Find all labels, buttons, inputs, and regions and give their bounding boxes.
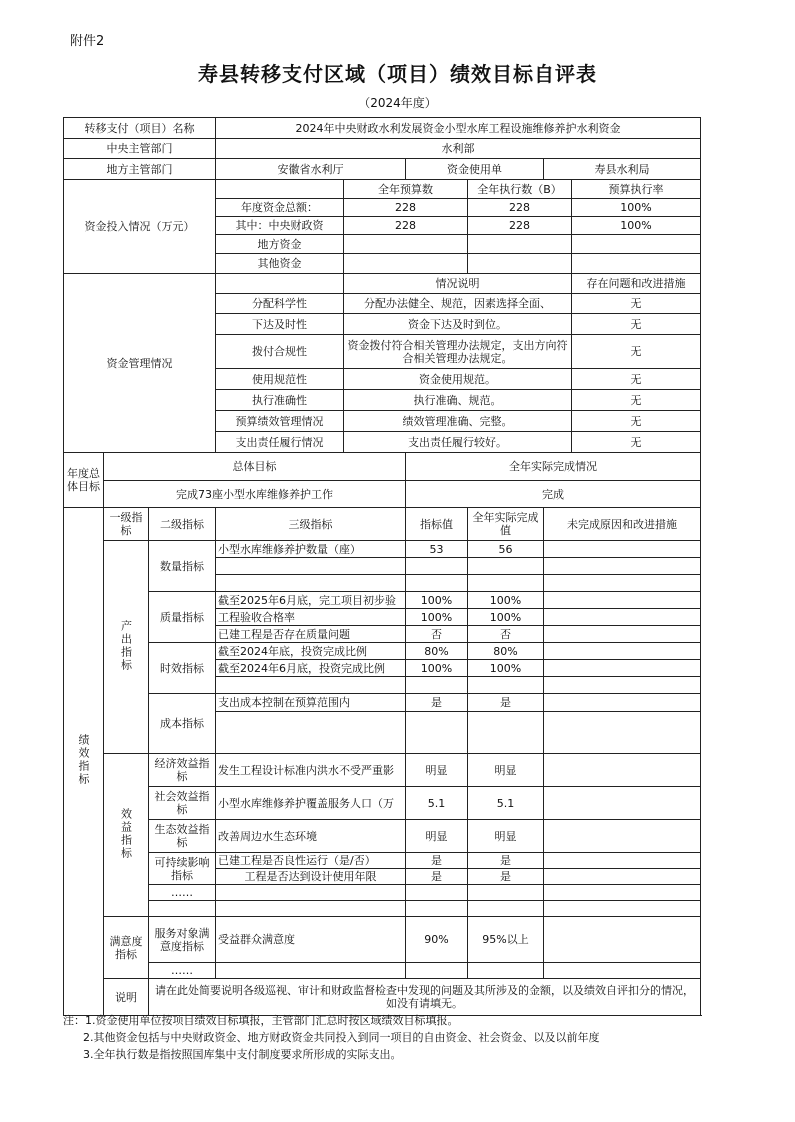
indicator-value: 否 — [406, 626, 468, 643]
report-year: （2024年度） — [358, 96, 437, 110]
indicator-value: 是 — [406, 869, 468, 885]
indicator-reason — [544, 575, 701, 592]
actual-header: 全年实际完成值 — [468, 508, 544, 541]
management-row-label: 执行准确性 — [216, 390, 344, 411]
funds-row-rate — [572, 235, 701, 254]
indicator-actual: 是 — [468, 853, 544, 869]
indicator-value: 80% — [406, 643, 468, 660]
indicator-value: 90% — [406, 917, 468, 963]
indicator-reason — [544, 712, 701, 754]
indicator-value: 100% — [406, 609, 468, 626]
self-evaluation-table — [63, 117, 701, 1016]
indicator-actual: 100% — [468, 660, 544, 677]
ellipsis-label: …… — [149, 885, 216, 901]
benefit-indicator-label: 效益指标 — [104, 754, 149, 917]
funds-row-budget — [344, 254, 468, 274]
quantity-indicator-label: 数量指标 — [149, 541, 216, 592]
indicator-value — [406, 677, 468, 694]
management-row-label: 支出责任履行情况 — [216, 432, 344, 453]
management-row-issue: 无 — [572, 432, 701, 453]
indicator-value — [406, 575, 468, 592]
overall-col-goal: 总体目标 — [104, 453, 406, 481]
indicator-name: 受益群众满意度 — [216, 917, 406, 963]
indicator-reason — [544, 917, 701, 963]
funds-row-exec — [468, 235, 572, 254]
page-title: 寿县转移支付区域（项目）绩效目标自评表 — [198, 62, 597, 86]
funds-col-budget: 全年预算数 — [344, 180, 468, 199]
footnotes — [63, 1012, 703, 1063]
management-col-desc: 情况说明 — [344, 274, 572, 294]
indicator-reason — [544, 541, 701, 558]
funds-col-rate: 预算执行率 — [572, 180, 701, 199]
management-row-issue: 无 — [572, 335, 701, 369]
social-indicator-label: 社会效益指标 — [149, 787, 216, 820]
local-dept-value: 安徽省水利厅 — [216, 159, 406, 180]
management-row-label: 下达及时性 — [216, 314, 344, 335]
indicator-reason — [544, 853, 701, 869]
indicator-name: 支出成本控制在预算范围内 — [216, 694, 406, 712]
attachment-label: 附件2 — [70, 34, 105, 49]
funds-row-label: 其中：中央财政资 — [216, 217, 344, 235]
indicator-actual — [468, 575, 544, 592]
indicator-name — [216, 575, 406, 592]
economic-indicator-label: 经济效益指标 — [149, 754, 216, 787]
management-row-issue: 无 — [572, 390, 701, 411]
ellipsis-label: …… — [149, 963, 216, 979]
management-row-issue: 无 — [572, 294, 701, 314]
timeliness-indicator-label: 时效指标 — [149, 643, 216, 694]
management-row-label: 预算绩效管理情况 — [216, 411, 344, 432]
indicator-value: 明显 — [406, 754, 468, 787]
funds-row-label: 地方资金 — [216, 235, 344, 254]
satisfaction-indicator-label: 满意度指标 — [104, 917, 149, 979]
cost-indicator-label: 成本指标 — [149, 694, 216, 754]
indicator-name: 小型水库维修养护覆盖服务人口（万 — [216, 787, 406, 820]
overall-goal-label: 年度总体目标 — [64, 453, 104, 508]
user-unit-value: 寿县水利局 — [544, 159, 701, 180]
management-row-desc: 资金使用规范。 — [344, 369, 572, 390]
funds-row-exec: 228 — [468, 199, 572, 217]
funds-row-label: 其他资金 — [216, 254, 344, 274]
indicator-actual: 明显 — [468, 820, 544, 853]
indicator-name — [216, 558, 406, 575]
indicator-actual: 5.1 — [468, 787, 544, 820]
funds-row-rate: 100% — [572, 217, 701, 235]
indicator-actual: 是 — [468, 694, 544, 712]
management-row-label: 分配科学性 — [216, 294, 344, 314]
indicator-name — [216, 677, 406, 694]
indicator-value: 53 — [406, 541, 468, 558]
indicator-name — [216, 712, 406, 754]
footnote: 注：1.资金使用单位按项目绩效目标填报，主管部门汇总时按区域绩效目标填报。 — [63, 1014, 459, 1027]
indicator-name: 已建工程是否存在质量问题 — [216, 626, 406, 643]
explain-label: 说明 — [104, 979, 149, 1016]
sustain-indicator-label: 可持续影响指标 — [149, 853, 216, 885]
service-satisfaction-label: 服务对象满意度指标 — [149, 917, 216, 963]
management-section-label: 资金管理情况 — [64, 274, 216, 453]
value-header: 指标值 — [406, 508, 468, 541]
indicator-reason — [544, 869, 701, 885]
management-row-desc: 绩效管理准确、完整。 — [344, 411, 572, 432]
management-row-desc: 资金下达及时到位。 — [344, 314, 572, 335]
management-row-issue: 无 — [572, 411, 701, 432]
indicator-value: 100% — [406, 660, 468, 677]
indicator-name: 工程是否达到设计使用年限 — [216, 869, 406, 885]
indicator-actual: 100% — [468, 592, 544, 609]
funds-row-exec — [468, 254, 572, 274]
central-dept-value: 水利部 — [216, 139, 701, 159]
indicator-value: 是 — [406, 853, 468, 869]
indicator-actual: 是 — [468, 869, 544, 885]
level3-header: 三级指标 — [216, 508, 406, 541]
indicator-reason — [544, 694, 701, 712]
indicator-reason — [544, 677, 701, 694]
overall-actual-value: 完成 — [406, 481, 701, 508]
level1-header: 一级指标 — [104, 508, 149, 541]
indicator-name: 小型水库维修养护数量（座） — [216, 541, 406, 558]
explain-text: 请在此处简要说明各级巡视、审计和财政监督检查中发现的问题及其所涉及的金额，以及绩效自评扣分的情况，如没有请填无。 — [149, 979, 701, 1016]
indicator-reason — [544, 558, 701, 575]
funds-row-label: 年度资金总额： — [216, 199, 344, 217]
indicator-value: 100% — [406, 592, 468, 609]
output-indicator-label: 产出指标 — [104, 541, 149, 754]
indicator-reason — [544, 626, 701, 643]
funds-row-rate — [572, 254, 701, 274]
funds-row-budget: 228 — [344, 199, 468, 217]
indicator-actual: 否 — [468, 626, 544, 643]
footnote: 2.其他资金包括与中央财政资金、地方财政资金共同投入到同一项目的自由资金、社会资金、以及以前年度 — [83, 1031, 600, 1044]
funds-col-exec: 全年执行数（B） — [468, 180, 572, 199]
management-row-issue: 无 — [572, 369, 701, 390]
indicator-actual: 80% — [468, 643, 544, 660]
indicator-actual: 56 — [468, 541, 544, 558]
indicator-reason — [544, 643, 701, 660]
management-col-issue: 存在问题和改进措施 — [572, 274, 701, 294]
reason-header: 未完成原因和改进措施 — [544, 508, 701, 541]
funds-row-budget: 228 — [344, 217, 468, 235]
indicator-reason — [544, 754, 701, 787]
indicator-reason — [544, 787, 701, 820]
overall-goal-value: 完成73座小型水库维修养护工作 — [104, 481, 406, 508]
funds-section-label: 资金投入情况（万元） — [64, 180, 216, 274]
indicator-name: 已建工程是否良性运行（是/否） — [216, 853, 406, 869]
indicator-actual — [468, 712, 544, 754]
indicator-value: 是 — [406, 694, 468, 712]
management-row-desc: 执行准确、规范。 — [344, 390, 572, 411]
indicator-name: 截至2024年底，投资完成比例 — [216, 643, 406, 660]
indicator-name: 截至2025年6月底，完工项目初步验 — [216, 592, 406, 609]
indicator-actual — [468, 558, 544, 575]
quality-indicator-label: 质量指标 — [149, 592, 216, 643]
indicator-name: 发生工程设计标准内洪水不受严重影 — [216, 754, 406, 787]
indicator-value — [406, 712, 468, 754]
indicator-name: 工程验收合格率 — [216, 609, 406, 626]
funds-row-budget — [344, 235, 468, 254]
funds-row-rate: 100% — [572, 199, 701, 217]
indicator-reason — [544, 592, 701, 609]
project-name-value: 2024年中央财政水利发展资金小型水库工程设施维修养护水利资金 — [216, 118, 701, 139]
indicator-value: 明显 — [406, 820, 468, 853]
ecological-indicator-label: 生态效益指标 — [149, 820, 216, 853]
indicator-value — [406, 558, 468, 575]
indicator-name: 截至2024年6月底，投资完成比例 — [216, 660, 406, 677]
indicator-value: 5.1 — [406, 787, 468, 820]
management-row-issue: 无 — [572, 314, 701, 335]
user-unit-label: 资金使用单 — [406, 159, 544, 180]
indicator-actual: 100% — [468, 609, 544, 626]
indicator-name: 改善周边水生态环境 — [216, 820, 406, 853]
footnote: 3.全年执行数是指按照国库集中支付制度要求所形成的实际支出。 — [83, 1048, 402, 1061]
project-name-label: 转移支付（项目）名称 — [64, 118, 216, 139]
overall-col-actual: 全年实际完成情况 — [406, 453, 701, 481]
indicator-reason — [544, 820, 701, 853]
indicator-actual: 95%以上 — [468, 917, 544, 963]
funds-row-exec: 228 — [468, 217, 572, 235]
management-row-desc: 资金拨付符合相关管理办法规定，支出方向符合相关管理办法规定。 — [344, 335, 572, 369]
management-row-desc: 分配办法健全、规范，因素选择全面、 — [344, 294, 572, 314]
management-row-desc: 支出责任履行较好。 — [344, 432, 572, 453]
performance-section-label: 绩效指标 — [64, 508, 104, 1016]
indicator-actual — [468, 677, 544, 694]
management-row-label: 拨付合规性 — [216, 335, 344, 369]
indicator-actual: 明显 — [468, 754, 544, 787]
indicator-reason — [544, 609, 701, 626]
level2-header: 二级指标 — [149, 508, 216, 541]
management-row-label: 使用规范性 — [216, 369, 344, 390]
indicator-reason — [544, 660, 701, 677]
local-dept-label: 地方主管部门 — [64, 159, 216, 180]
central-dept-label: 中央主管部门 — [64, 139, 216, 159]
